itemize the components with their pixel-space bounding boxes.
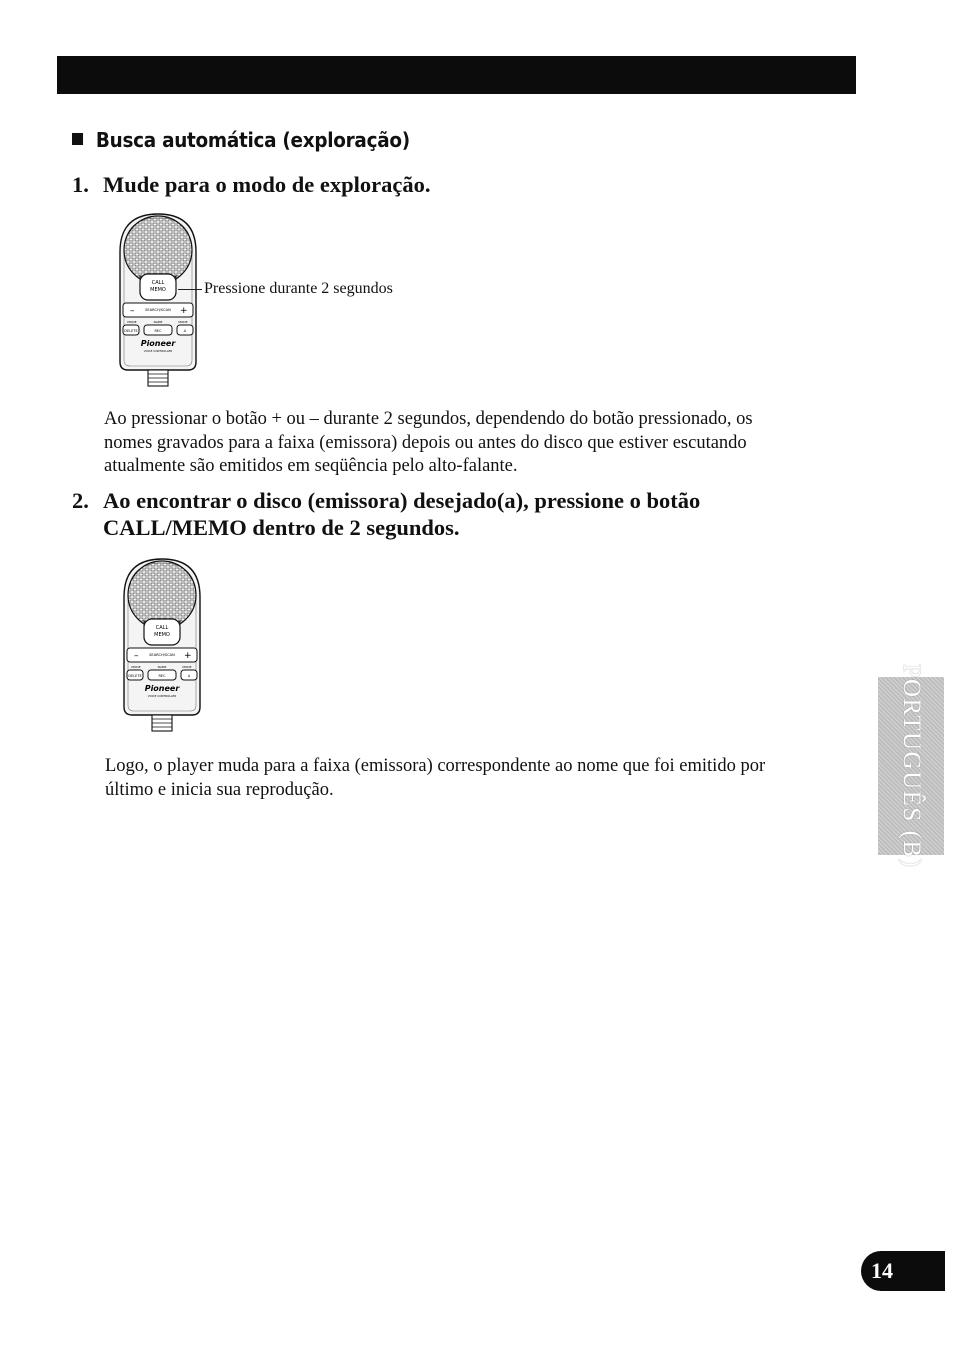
remote1-search-label: SEARCH/SCAN	[145, 308, 171, 312]
remote1-sub-label-1: MODE	[127, 320, 137, 324]
remote1-sub-label-3: MODE	[178, 320, 188, 324]
remote1-plus-label: +	[180, 306, 188, 316]
remote1-call-label: CALL	[151, 280, 165, 286]
paragraph-1-line-1: Ao pressionar o botão + ou – durante 2 segundos, dependendo do botão pressionado, os	[104, 409, 753, 429]
paragraph-1-line-3: atualmente são emitidos em seqüência pelo alto-falante.	[104, 456, 518, 476]
paragraph-2-line-2: último e inicia sua reprodução.	[105, 779, 334, 800]
bullet-square-icon	[72, 133, 83, 145]
remote2-model-label: VOICE CONTROLLER	[147, 694, 177, 698]
page-number-badge	[861, 1251, 945, 1291]
language-side-tab-label: PORTUGUÊS (B)	[898, 663, 925, 869]
remote1-brand-logo: Pioneer	[140, 339, 176, 348]
remote2-memo-label: MEMO	[154, 632, 170, 638]
step-2-text-line-1: Ao encontrar o disco (emissora) desejado(a), pressione o botão	[103, 488, 701, 513]
remote1-model-label: VOICE CONTROLLER	[143, 349, 173, 353]
remote2-sub-label-3: MODE	[182, 665, 192, 669]
remote2-sub-label-1: MODE	[131, 665, 141, 669]
remote2-brand-logo: Pioneer	[144, 684, 180, 693]
page-number: 14	[871, 1258, 893, 1283]
callout-label: Pressione durante 2 segundos	[204, 280, 393, 297]
remote1-a-label: A	[183, 329, 187, 333]
paragraph-2-line-1: Logo, o player muda para a faixa (emissora) correspondente ao nome que foi emitido por	[105, 756, 766, 776]
remote2-search-label: SEARCH/SCAN	[149, 653, 175, 657]
paragraph-2	[105, 755, 765, 802]
step-1-number: 1.	[72, 172, 89, 197]
remote2-rec-label: REC	[158, 674, 166, 678]
remote2-a-label: A	[187, 674, 191, 678]
section-title: Busca automática (exploração)	[95, 128, 410, 152]
voice-controller-illustration-2	[114, 557, 210, 735]
remote1-sub-label-2: NAME	[153, 320, 163, 324]
remote2-plus-label: +	[184, 651, 192, 661]
remote1-rec-label: REC	[154, 329, 162, 333]
callout-leader-line	[178, 289, 202, 290]
voice-controller-illustration-1	[110, 212, 206, 390]
remote1-minus-label: –	[130, 306, 135, 316]
paragraph-1-line-2: nomes gravados para a faixa (emissora) depois ou antes do disco que estiver escutando	[104, 432, 747, 453]
step-2-number: 2.	[72, 488, 89, 513]
remote2-minus-label: –	[134, 651, 139, 661]
remote2-delete-label: DELETE	[128, 674, 142, 678]
header-bar	[57, 56, 856, 94]
paragraph-1	[104, 408, 753, 479]
section-heading	[72, 128, 410, 152]
step-2-text-line-2: CALL/MEMO dentro de 2 segundos.	[103, 515, 460, 540]
language-side-tab	[878, 663, 944, 869]
remote2-call-label: CALL	[155, 625, 169, 631]
remote1-delete-label: DELETE	[124, 329, 138, 333]
remote2-sub-label-2: NAME	[157, 665, 167, 669]
remote1-memo-label: MEMO	[150, 287, 166, 293]
step-1-text: Mude para o modo de exploração.	[103, 172, 431, 197]
